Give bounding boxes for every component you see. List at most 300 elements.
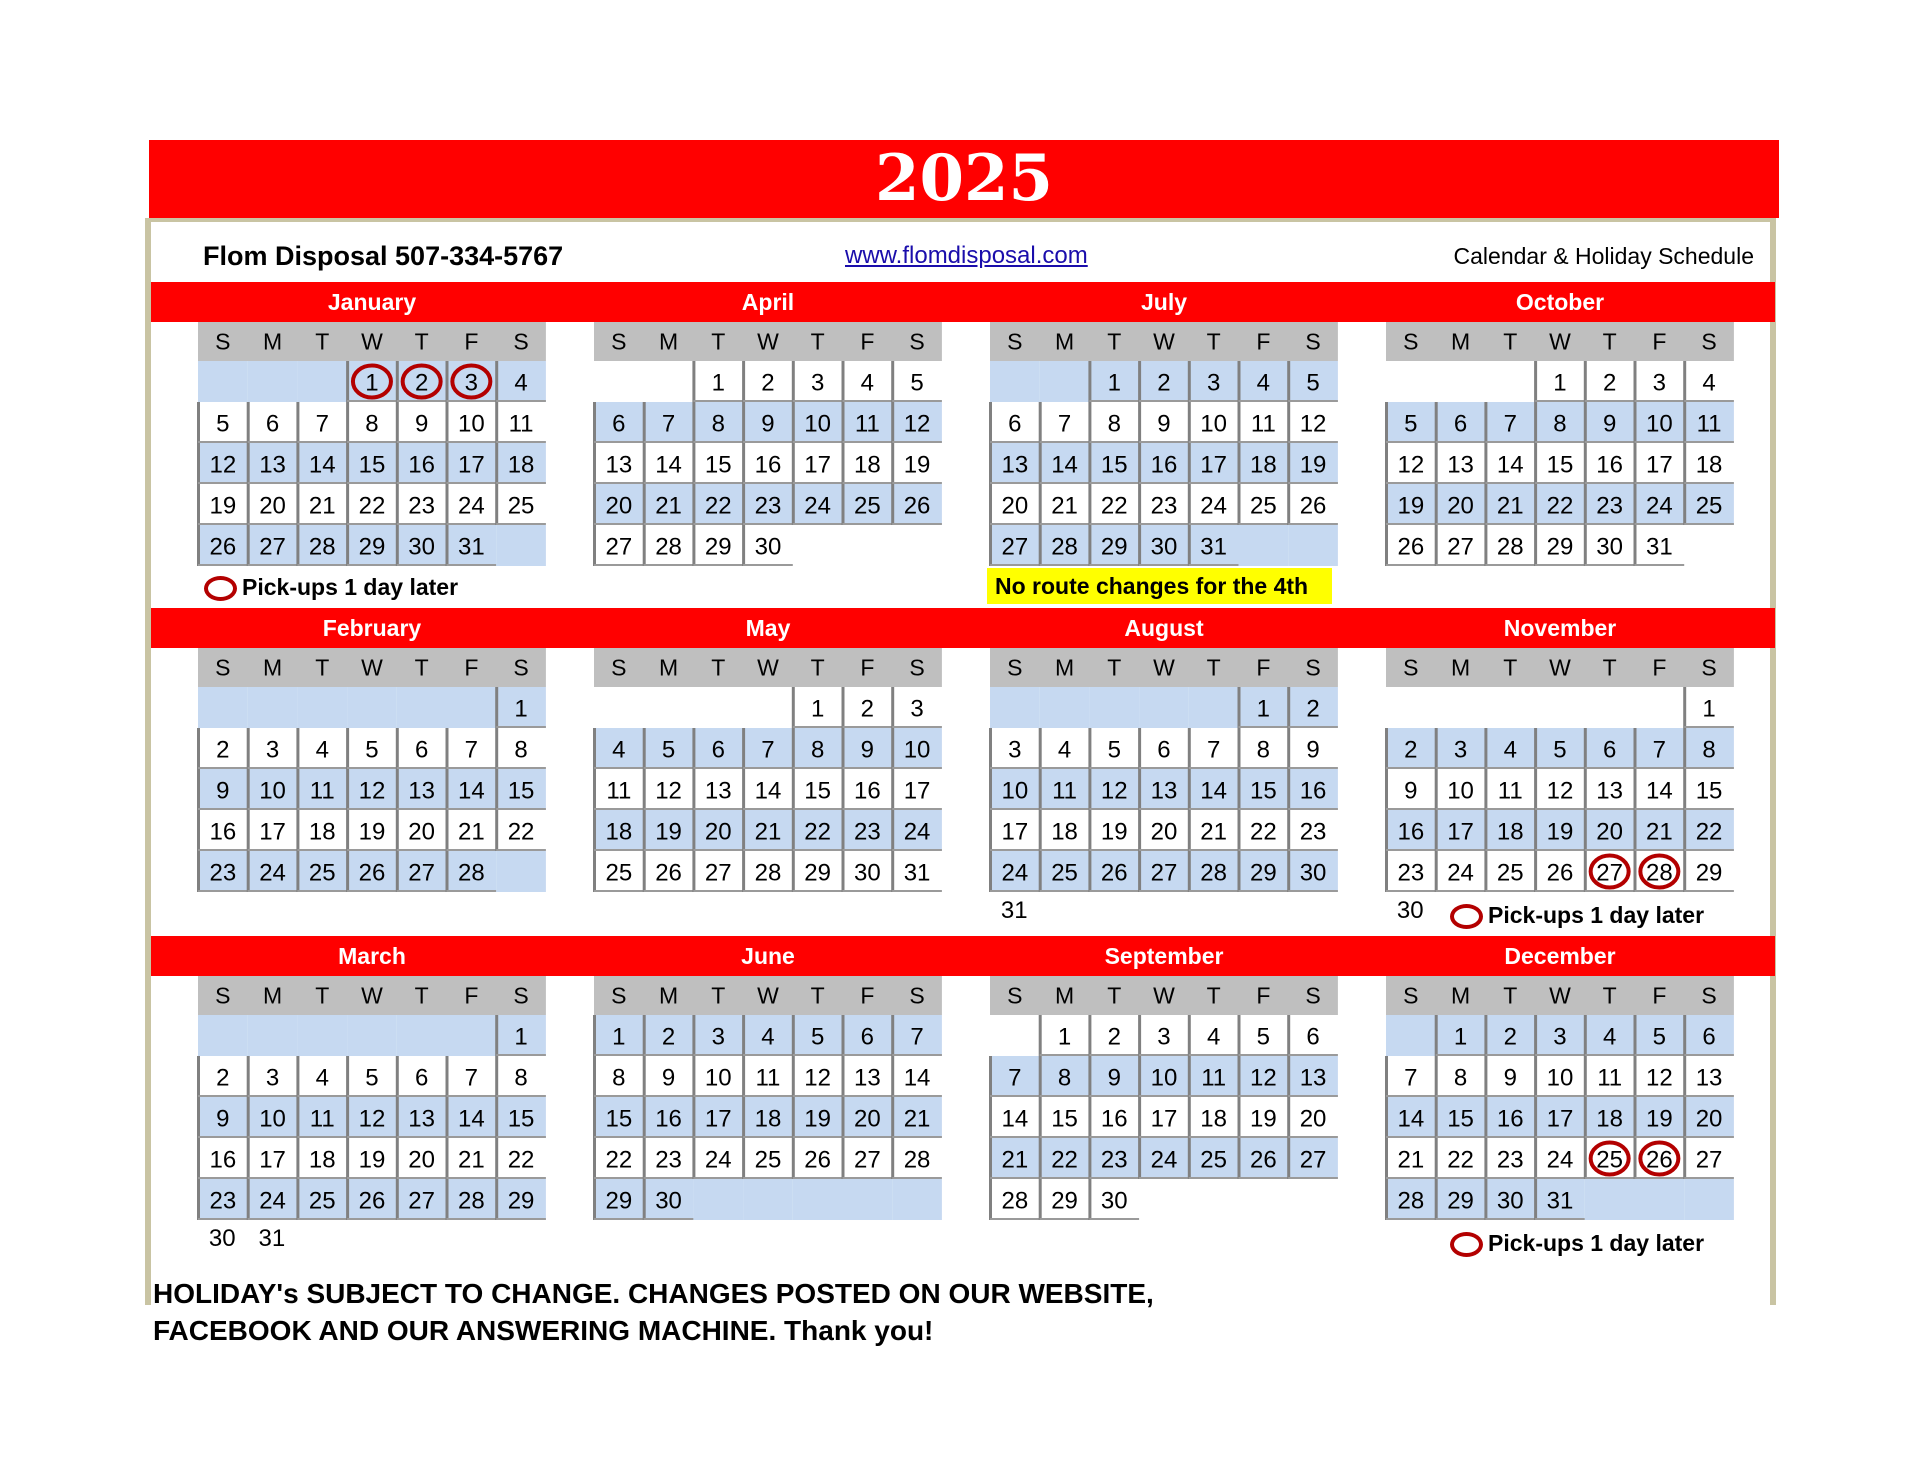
weekday-header: T [810,654,825,681]
day-number: 10 [1546,1064,1574,1092]
weekday-header: F [464,328,479,355]
day-number: 22 [704,492,732,520]
weekday-header: T [1107,328,1122,355]
day-number: 14 [655,451,682,479]
day-number: 19 [358,818,386,846]
day-number: 23 [853,818,881,846]
weekday-header: S [215,654,231,681]
day-number: 6 [1453,410,1468,438]
day-number: 29 [358,533,386,561]
day-number: 17 [704,1105,732,1133]
day-number: 6 [711,736,725,764]
day-number: 8 [1553,410,1567,438]
month-grid-svg [594,648,942,892]
month-name: October [1515,289,1605,315]
day-number: 7 [761,736,775,764]
day-number: 28 [308,533,336,561]
day-number: 30 [408,533,436,561]
day-number: 18 [507,451,535,479]
day-number: 8 [514,736,528,764]
day-number: 16 [209,1146,237,1174]
shaded-cell [297,687,347,728]
day-number: 1 [514,695,528,723]
day-number: 25 [754,1146,782,1174]
weekday-header: T [810,328,825,355]
day-number: 29 [507,1187,535,1215]
day-number: 5 [365,736,379,764]
shaded-cell [1189,687,1239,728]
overflow-day-number: 31 [1000,897,1028,924]
day-number: 17 [903,777,931,805]
day-number: 10 [259,777,286,805]
day-number: 24 [457,492,485,520]
day-number: 18 [1496,818,1524,846]
day-number: 24 [1645,492,1673,520]
month-grid-march [198,976,546,1220]
day-number: 27 [1695,1146,1723,1174]
day-number: 15 [358,451,386,479]
day-number: 14 [1001,1105,1029,1133]
day-number: 11 [1052,777,1078,805]
weekday-header: T [315,654,330,681]
day-number: 28 [457,1187,485,1215]
day-number: 15 [507,1105,535,1133]
day-number: 12 [1100,777,1128,805]
day-number: 24 [704,1146,732,1174]
day-number: 15 [1100,451,1128,479]
month-grid-svg [594,322,942,566]
day-number: 25 [1695,492,1723,520]
shaded-cell [1139,687,1189,728]
day-number: 29 [704,533,732,561]
day-number: 26 [1546,859,1574,887]
weekday-header: S [513,654,529,681]
weekday-header: S [1305,654,1321,681]
day-number: 3 [265,1064,280,1092]
overflow-day-number: 30 [208,1225,236,1252]
weekday-header: W [757,328,779,355]
day-number: 2 [860,695,875,723]
day-number: 9 [761,410,775,438]
weekday-header: F [1652,654,1667,681]
month-grid-svg [1386,648,1734,892]
day-number: 30 [1299,859,1327,887]
legend-november [1450,900,1704,930]
day-number: 6 [1702,1023,1716,1051]
month-grid-october [1386,322,1734,566]
day-number: 12 [358,1105,386,1133]
day-number: 7 [1057,410,1072,438]
day-number: 9 [1306,736,1320,764]
day-number: 21 [903,1105,931,1133]
day-number: 26 [1249,1146,1277,1174]
day-number: 14 [1645,777,1673,805]
shaded-cell [1040,361,1090,402]
month-grid-svg [1386,976,1734,1220]
day-number: 17 [1150,1105,1178,1133]
day-number: 17 [1447,818,1474,846]
day-number: 23 [1496,1146,1524,1174]
day-number: 5 [1553,736,1567,764]
shaded-cell [198,1015,248,1056]
day-number: 30 [655,1187,682,1215]
day-number: 10 [1001,777,1029,805]
shaded-cell [1386,1015,1436,1056]
day-number: 9 [1602,410,1617,438]
day-number: 13 [1596,777,1624,805]
footer-line-1: HOLIDAY's SUBJECT TO CHANGE. CHANGES POSTED ON OUR WEBSITE, [153,1278,1154,1309]
day-number: 18 [1596,1105,1624,1133]
shaded-cell [347,687,397,728]
day-number: 28 [1001,1187,1029,1215]
day-number: 3 [464,369,479,397]
day-number: 12 [804,1064,832,1092]
day-number: 24 [1001,859,1029,887]
day-number: 25 [1249,492,1277,520]
weekday-header: S [1403,328,1419,355]
day-number: 1 [1057,1023,1072,1051]
month-grid-svg [990,648,1338,892]
weekday-header: S [513,328,529,355]
day-number: 29 [1447,1187,1474,1215]
day-number: 13 [853,1064,881,1092]
day-number: 25 [1496,859,1524,887]
day-number: 28 [1496,533,1524,561]
weekday-header: T [414,328,429,355]
day-number: 4 [1206,1023,1221,1051]
day-number: 28 [655,533,682,561]
day-number: 12 [1546,777,1574,805]
day-number: 21 [1051,492,1078,520]
day-number: 13 [259,451,286,479]
day-number: 15 [704,451,732,479]
day-number: 16 [1150,451,1178,479]
day-number: 17 [1546,1105,1574,1133]
day-number: 3 [1553,1023,1567,1051]
day-number: 12 [655,777,682,805]
weekday-header: T [711,328,726,355]
day-number: 11 [1250,410,1276,438]
day-number: 26 [903,492,931,520]
day-number: 5 [365,1064,379,1092]
day-number: 18 [754,1105,782,1133]
day-number: 8 [1256,736,1271,764]
day-number: 20 [1001,492,1029,520]
weekday-header: F [1652,982,1667,1009]
day-number: 3 [711,1023,725,1051]
month-grid-august [990,648,1338,892]
day-number: 20 [605,492,633,520]
day-number: 17 [457,451,485,479]
day-number: 28 [1645,859,1673,887]
day-number: 20 [1447,492,1474,520]
day-number: 12 [209,451,237,479]
day-number: 22 [1546,492,1574,520]
day-number: 8 [365,410,379,438]
weekday-header: M [1450,982,1471,1009]
weekday-header: T [810,982,825,1009]
shaded-cell [297,1015,347,1056]
day-number: 11 [508,410,534,438]
day-number: 11 [1201,1064,1227,1092]
weekday-header: S [909,654,925,681]
weekday-header: T [414,654,429,681]
day-number: 26 [358,859,386,887]
day-number: 25 [507,492,535,520]
month-name: May [745,615,791,641]
shaded-cell [397,1015,447,1056]
day-number: 21 [1645,818,1673,846]
day-number: 13 [605,451,633,479]
weekday-header: T [1503,328,1518,355]
day-number: 14 [754,777,782,805]
month-name: July [1140,289,1188,315]
day-number: 4 [1057,736,1072,764]
weekday-header: F [1256,982,1271,1009]
day-number: 21 [1200,818,1228,846]
day-number: 14 [1397,1105,1425,1133]
shaded-cell [248,361,298,402]
day-number: 30 [1150,533,1178,561]
day-number: 23 [1100,1146,1128,1174]
weekday-header: W [361,982,383,1009]
day-number: 10 [1150,1064,1178,1092]
shaded-cell [248,687,298,728]
day-number: 7 [1404,1064,1418,1092]
day-number: 14 [1200,777,1228,805]
day-number: 15 [605,1105,633,1133]
day-number: 21 [457,1146,485,1174]
day-number: 16 [1100,1105,1128,1133]
day-number: 20 [408,818,436,846]
day-number: 9 [216,1105,230,1133]
day-number: 7 [910,1023,924,1051]
month-grid-july [990,322,1338,566]
day-number: 26 [1645,1146,1673,1174]
day-number: 27 [704,859,732,887]
day-number: 19 [1100,818,1128,846]
weekday-header: F [860,982,875,1009]
day-number: 4 [761,1023,775,1051]
day-number: 29 [1695,859,1723,887]
day-number: 7 [1503,410,1517,438]
day-number: 21 [308,492,336,520]
day-number: 23 [1596,492,1624,520]
day-number: 9 [860,736,875,764]
day-number: 15 [507,777,535,805]
day-number: 4 [1256,369,1271,397]
day-number: 20 [704,818,732,846]
day-number: 3 [1453,736,1468,764]
month-name: March [338,943,406,969]
day-number: 22 [1051,1146,1078,1174]
day-number: 18 [1695,451,1723,479]
weekday-header: T [711,654,726,681]
weekday-header: T [414,982,429,1009]
legend-december [1450,1228,1704,1258]
weekday-header: S [1007,654,1023,681]
day-number: 22 [1100,492,1128,520]
shaded-cell [793,1179,843,1220]
day-number: 1 [711,369,725,397]
day-number: 19 [1299,451,1327,479]
day-number: 4 [612,736,626,764]
shaded-cell [990,361,1040,402]
weekday-header: W [757,654,779,681]
day-number: 14 [1051,451,1078,479]
shaded-cell [1288,525,1338,566]
weekday-header: F [1256,328,1271,355]
day-number: 5 [216,410,230,438]
shaded-cell [1089,687,1139,728]
day-number: 7 [464,736,479,764]
day-number: 21 [1397,1146,1425,1174]
day-number: 18 [1249,451,1277,479]
day-number: 30 [1496,1187,1524,1215]
day-number: 18 [605,818,633,846]
day-number: 13 [408,777,436,805]
month-name: November [1503,615,1617,641]
day-number: 19 [1546,818,1574,846]
day-number: 4 [1503,736,1517,764]
day-number: 24 [1200,492,1228,520]
day-number: 13 [1299,1064,1327,1092]
weekday-header: T [1206,982,1221,1009]
day-number: 5 [661,736,676,764]
month-grid-svg [594,976,942,1220]
day-number: 22 [1249,818,1277,846]
month-grid-svg [1386,322,1734,566]
day-number: 7 [1652,736,1667,764]
shaded-cell [1585,1179,1635,1220]
day-number: 2 [661,1023,676,1051]
day-number: 21 [1001,1146,1029,1174]
weekday-header: T [1602,654,1617,681]
day-number: 9 [661,1064,676,1092]
weekday-header: S [1701,654,1717,681]
day-number: 9 [1157,410,1171,438]
circle-legend-icon [1450,1232,1483,1257]
overflow-day-number: 31 [258,1225,286,1252]
day-number: 15 [804,777,832,805]
weekday-header: F [860,328,875,355]
day-number: 21 [754,818,782,846]
month-grid-svg [198,648,546,892]
weekday-header: T [1503,654,1518,681]
weekday-header: S [1305,982,1321,1009]
day-number: 22 [507,818,535,846]
day-number: 3 [1652,369,1667,397]
circle-legend-icon [1450,904,1483,929]
day-number: 2 [1107,1023,1121,1051]
day-number: 9 [1107,1064,1121,1092]
shaded-cell [1239,525,1289,566]
day-number: 29 [1546,533,1574,561]
shaded-cell [1040,687,1090,728]
day-number: 7 [661,410,676,438]
day-number: 25 [1596,1146,1624,1174]
day-number: 21 [457,818,485,846]
weekday-header: W [361,328,383,355]
day-number: 1 [365,369,379,397]
day-number: 27 [1447,533,1474,561]
day-number: 31 [1200,533,1228,561]
weekday-header: F [860,654,875,681]
day-number: 20 [259,492,286,520]
day-number: 25 [308,859,336,887]
day-number: 12 [903,410,931,438]
day-number: 1 [514,1023,528,1051]
day-number: 2 [1503,1023,1517,1051]
day-number: 11 [1696,410,1722,438]
weekday-header: M [1054,654,1075,681]
shaded-cell [198,687,248,728]
day-number: 7 [464,1064,479,1092]
day-number: 16 [1397,818,1425,846]
day-number: 31 [903,859,931,887]
weekday-header: T [711,982,726,1009]
day-number: 22 [358,492,386,520]
day-number: 28 [1051,533,1078,561]
shaded-cell [843,1179,893,1220]
day-number: 3 [1157,1023,1171,1051]
day-number: 26 [655,859,682,887]
day-number: 27 [1001,533,1029,561]
day-number: 7 [315,410,329,438]
day-number: 13 [1150,777,1178,805]
day-number: 19 [1397,492,1425,520]
weekday-header: W [1549,982,1571,1009]
weekday-header: T [315,328,330,355]
shaded-cell [892,1179,942,1220]
month-name: February [322,615,422,641]
day-number: 16 [209,818,237,846]
website-link[interactable]: www.flomdisposal.com [845,242,1088,269]
legend-label: Pick-ups 1 day later [1488,1230,1705,1256]
weekday-header: S [909,982,925,1009]
shaded-cell [990,687,1040,728]
day-number: 14 [903,1064,931,1092]
day-number: 8 [612,1064,626,1092]
day-number: 2 [216,736,230,764]
day-number: 14 [308,451,336,479]
day-number: 12 [1397,451,1425,479]
day-number: 5 [1306,369,1320,397]
weekday-header: M [1450,654,1471,681]
day-number: 10 [259,1105,286,1133]
day-number: 31 [1645,533,1673,561]
weekday-header: F [1652,328,1667,355]
day-number: 15 [1051,1105,1078,1133]
day-number: 22 [1447,1146,1474,1174]
day-number: 6 [265,410,280,438]
day-number: 19 [655,818,682,846]
day-number: 6 [1157,736,1171,764]
footer-line-2: FACEBOOK AND OUR ANSWERING MACHINE. Thank you! [153,1315,934,1346]
day-number: 27 [605,533,633,561]
day-number: 11 [606,777,632,805]
weekday-header: S [1701,982,1717,1009]
day-number: 10 [1447,777,1474,805]
month-name: August [1124,615,1204,641]
day-number: 19 [1645,1105,1673,1133]
day-number: 17 [1001,818,1029,846]
day-number: 23 [209,859,237,887]
day-number: 18 [308,818,336,846]
day-number: 24 [1150,1146,1178,1174]
weekday-header: W [1153,328,1175,355]
day-number: 1 [1702,695,1716,723]
